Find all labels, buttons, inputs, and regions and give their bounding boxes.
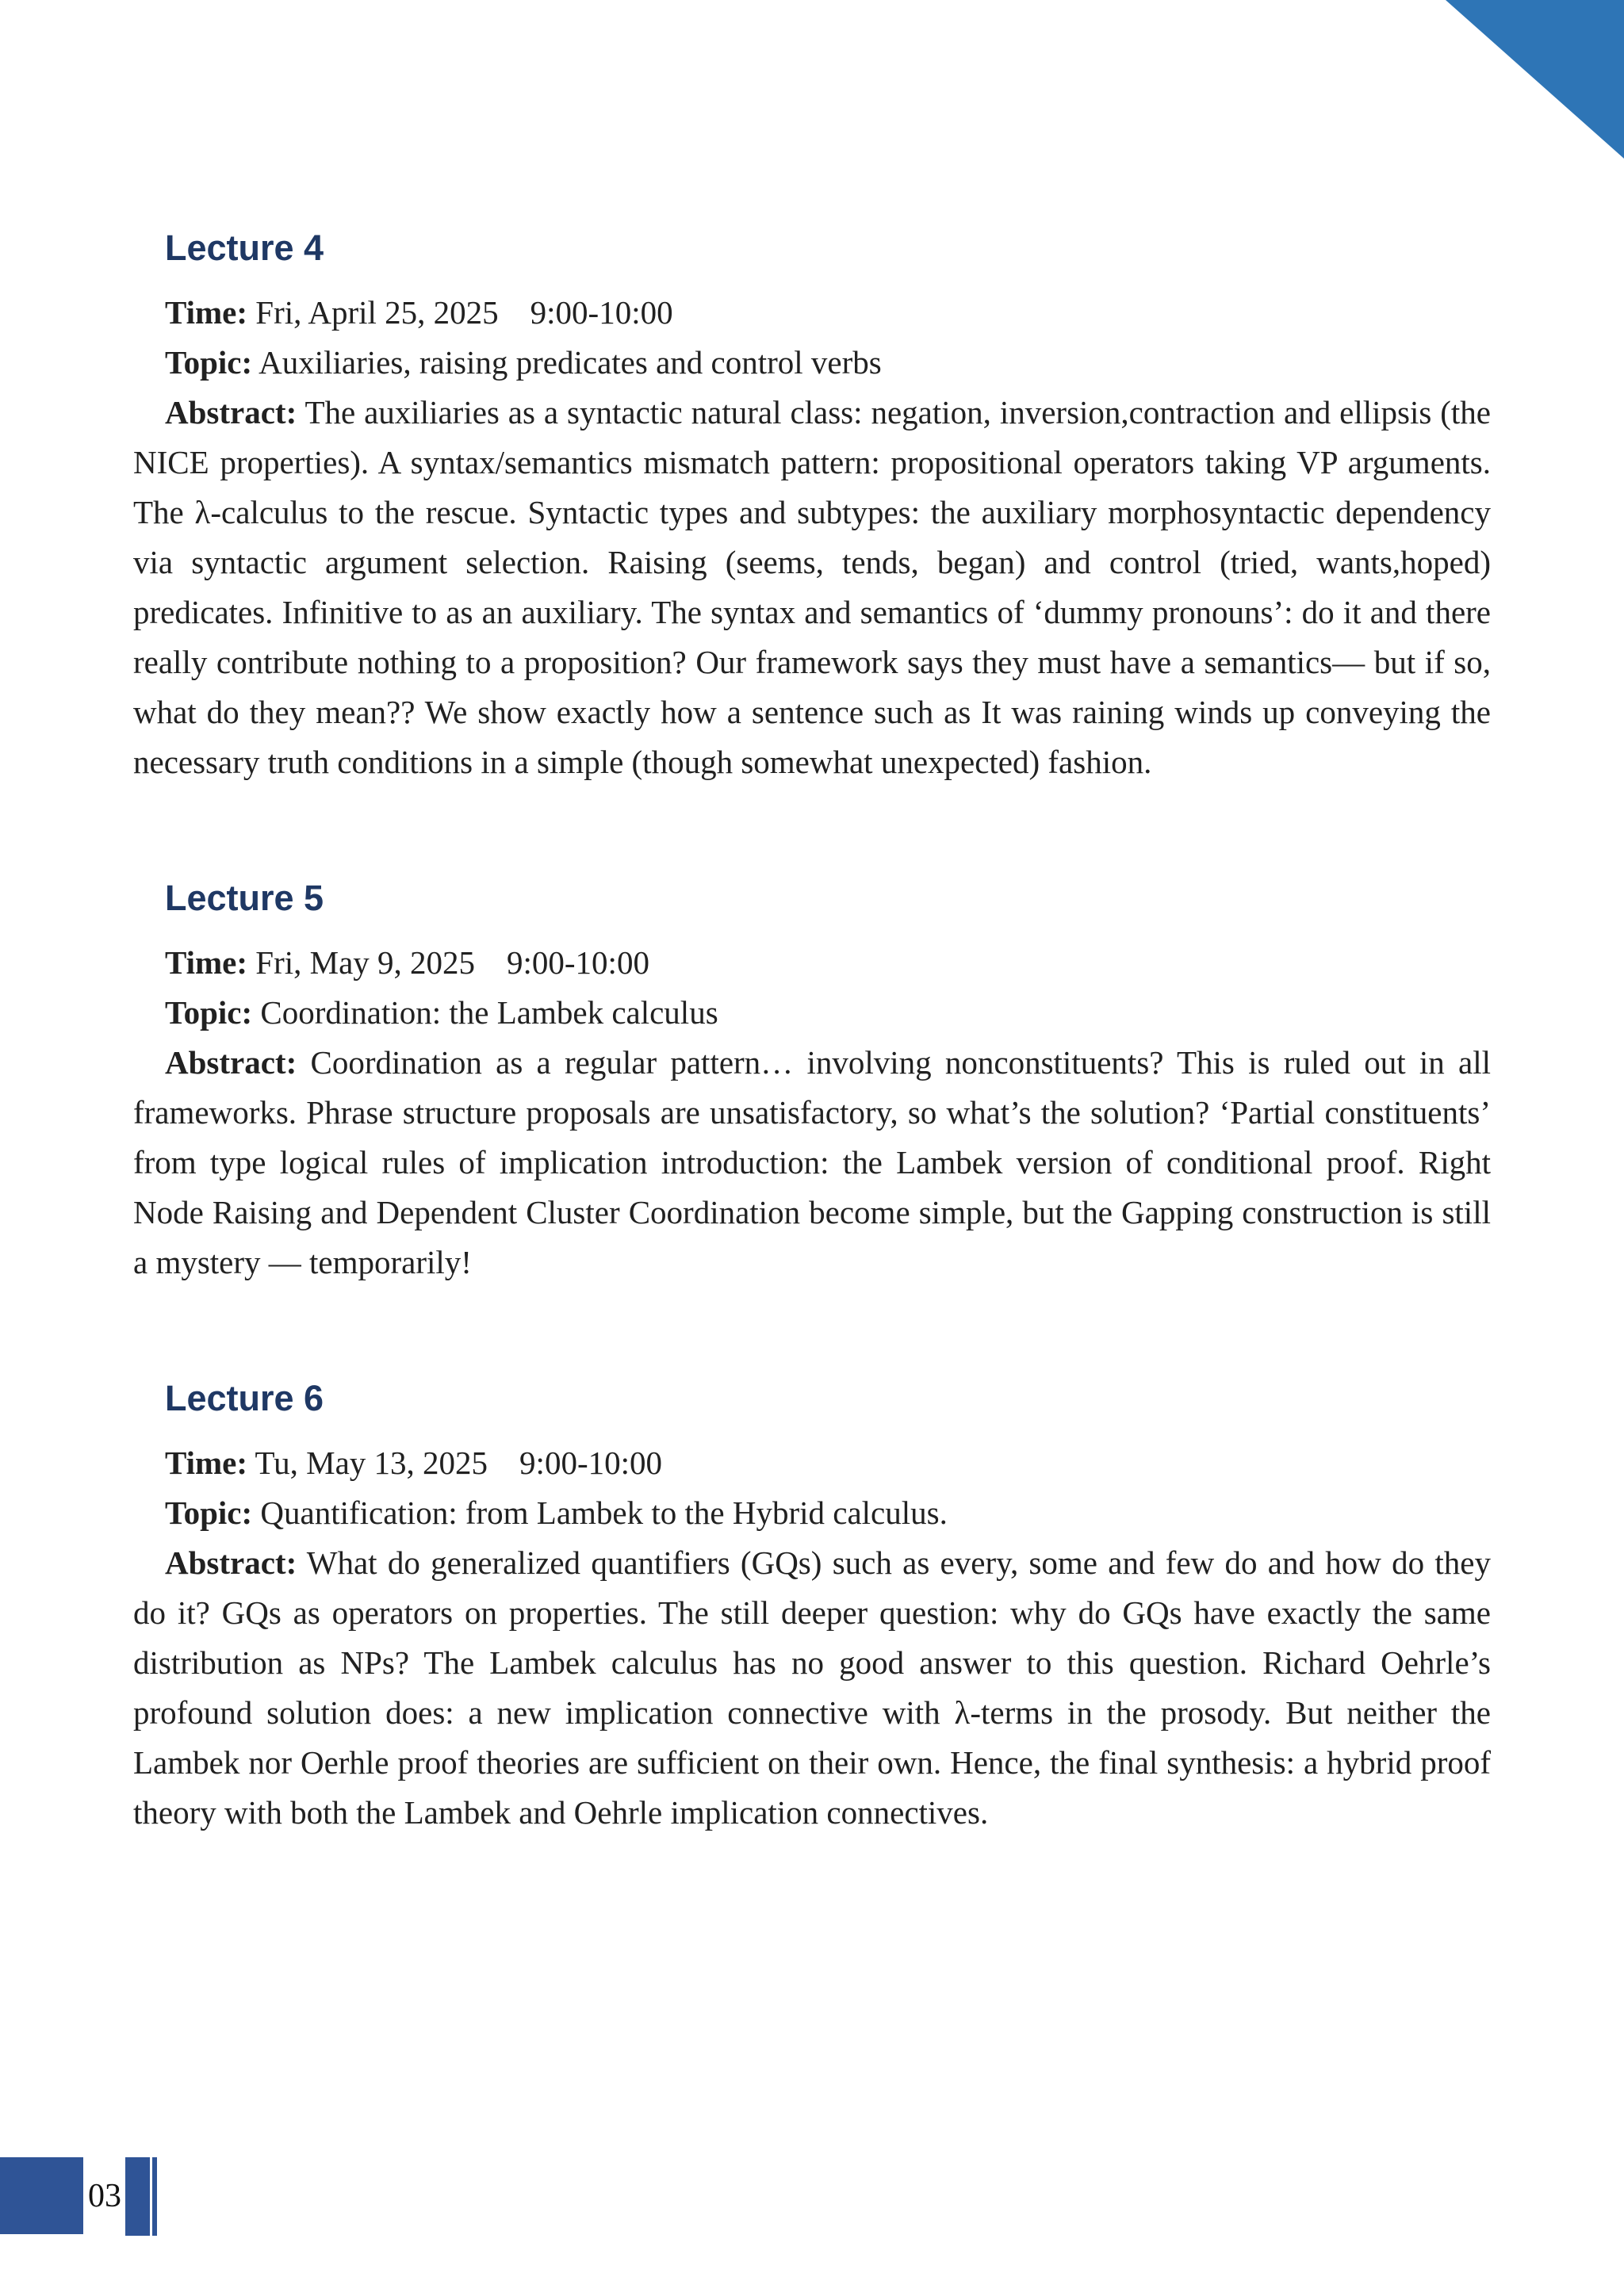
lecture-topic-line — [133, 988, 1491, 1038]
time-hours: 9:00-10:00 — [519, 1445, 662, 1481]
abstract-label: Abstract: — [165, 1044, 297, 1081]
footer-bar-decoration — [125, 2157, 150, 2236]
lecture-abstract — [133, 1538, 1491, 1838]
topic-text: Auxiliaries, raising predicates and control verbs — [259, 344, 882, 381]
topic-label: Topic: — [165, 1494, 253, 1531]
topic-text: Coordination: the Lambek calculus — [260, 994, 718, 1031]
topic-text: Quantification: from Lambek to the Hybrid calculus. — [260, 1494, 948, 1531]
lecture-heading: Lecture 6 — [165, 1378, 324, 1418]
abstract-label: Abstract: — [165, 1544, 297, 1581]
footer-thin-bar-decoration — [152, 2157, 157, 2236]
abstract-text: What do generalized quantifiers (GQs) such as every, some and few do and how do they do it? GQs as operators on properties. The still deeper question: why do GQs have exactly the same distribution as NPs? The Lambek calculus has no good answer to this question. Richard Oehrle’s profound solution does: a new implication connective with λ-terms in the prosody. But neither the Lambek nor Oerhle proof theories are sufficient on their own. Hence, the final synthesis: a hybrid proof theory with both the Lambek and Oehrle implication connectives. — [133, 1544, 1492, 1831]
lecture-list — [133, 228, 1491, 1838]
time-hours: 9:00-10:00 — [507, 944, 649, 981]
lecture-abstract — [133, 388, 1491, 787]
lecture-section-4 — [133, 228, 1491, 787]
lecture-heading: Lecture 5 — [165, 878, 324, 918]
abstract-text: Coordination as a regular pattern… involving nonconstituents? This is ruled out in all frameworks. Phrase structure proposals are unsatisfactory, so what’s the solution? ‘Partial constituents’ from type logical rules of implication introduction: the Lambek version of conditional proof. Right Node Raising and Dependent Cluster Coordination become simple, but the Gapping construction is still a mystery — temporarily! — [133, 1044, 1492, 1280]
page-number: 03 — [88, 2177, 121, 2214]
lecture-section-5 — [133, 878, 1491, 1288]
time-date: Fri, May 9, 2025 — [255, 944, 476, 981]
time-label: Time: — [165, 944, 248, 981]
lecture-heading: Lecture 4 — [165, 228, 324, 268]
lecture-time-line — [133, 938, 1491, 988]
abstract-label: Abstract: — [165, 394, 297, 430]
topic-label: Topic: — [165, 994, 253, 1031]
time-label: Time: — [165, 294, 248, 331]
lecture-section-6 — [133, 1379, 1491, 1838]
footer-square-decoration — [0, 2157, 83, 2234]
topic-label: Topic: — [165, 344, 253, 381]
lecture-topic-line — [133, 338, 1491, 388]
time-hours: 9:00-10:00 — [530, 294, 673, 331]
lecture-time-line — [133, 1438, 1491, 1488]
time-date: Tu, May 13, 2025 — [255, 1445, 488, 1481]
time-label: Time: — [165, 1445, 248, 1481]
abstract-text: The auxiliaries as a syntactic natural class: negation, inversion,contraction and ellipsis (the NICE properties). A syntax/semantics mismatch pattern: propositional operators taking VP arguments. The λ-calculus to the rescue. Syntactic types and subtypes: the auxiliary morphosyntactic dependency via syntactic argument selection. Raising (seems, tends, began) and control (tried, wants,hoped) predicates. Infinitive to as an auxiliary. The syntax and semantics of ‘dummy pronouns’: do it and there really contribute nothing to a proposition? Our framework says they must have a semantics— but if so, what do they mean?? We show exactly how a sentence such as It was raining winds up conveying the necessary truth conditions in a simple (though somewhat unexpected) fashion. — [133, 394, 1491, 780]
lecture-topic-line — [133, 1488, 1491, 1538]
time-date: Fri, April 25, 2025 — [255, 294, 499, 331]
lecture-time-line — [133, 288, 1491, 338]
lecture-abstract — [133, 1038, 1491, 1288]
corner-triangle-decoration — [1446, 0, 1624, 159]
